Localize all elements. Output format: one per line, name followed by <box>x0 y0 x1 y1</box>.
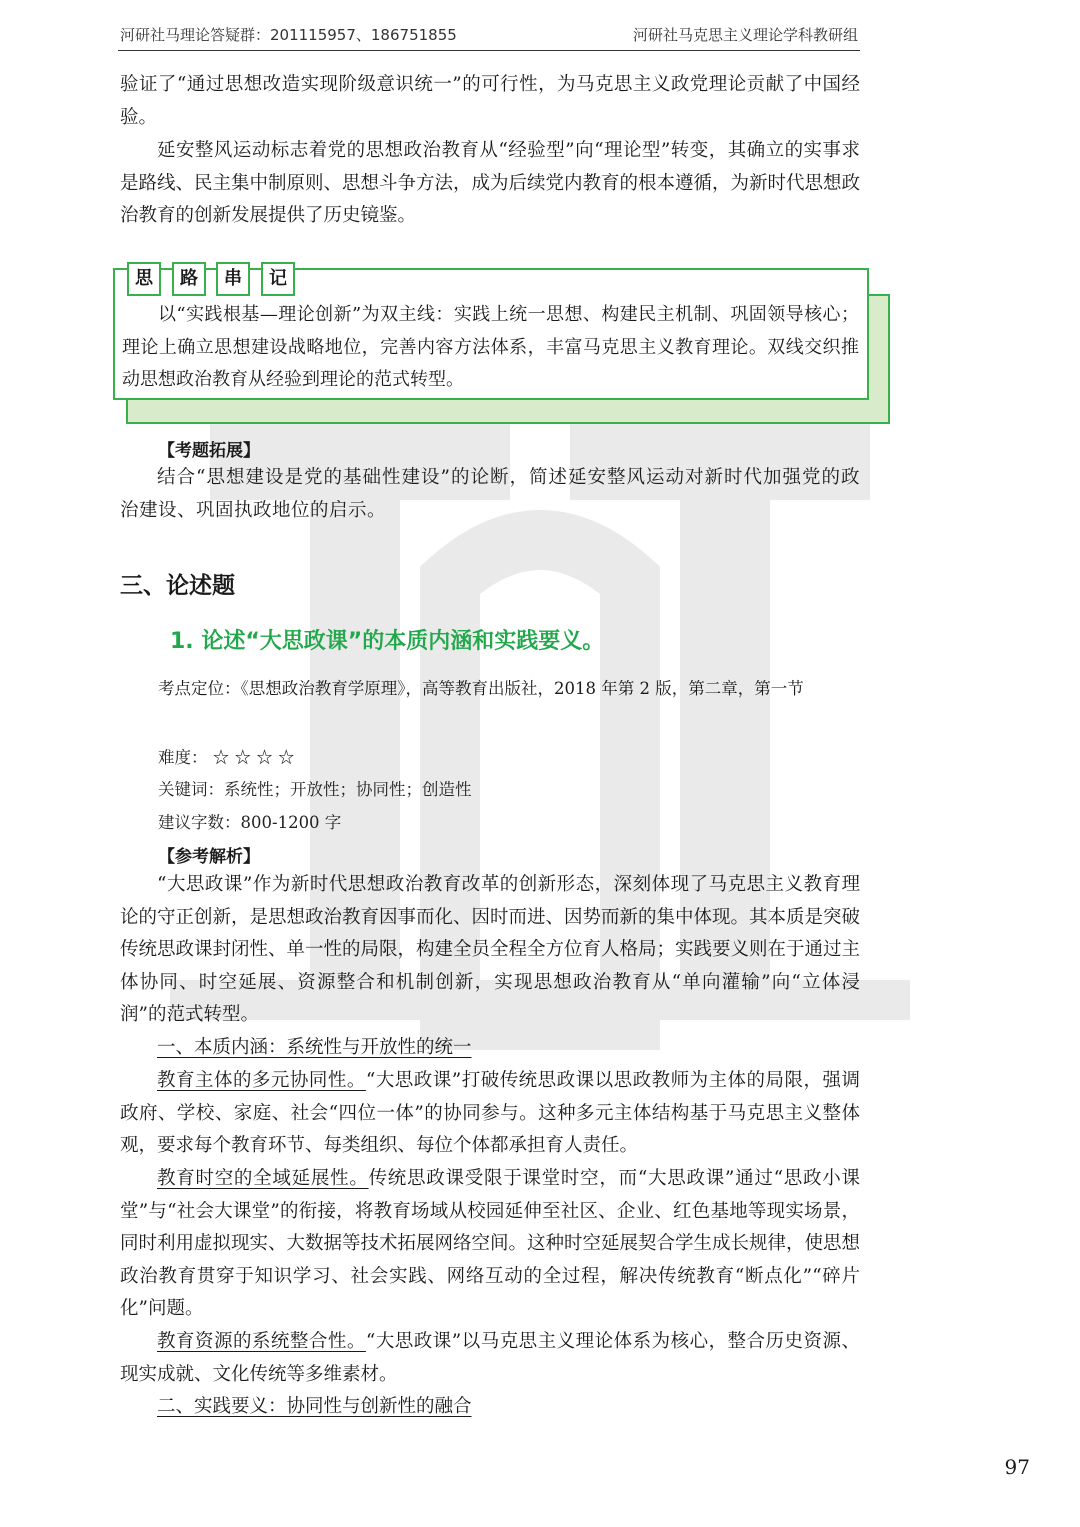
difficulty-label: 难度： <box>158 748 208 767</box>
summary-tag-4: 记 <box>261 262 295 296</box>
item-spacetime-title: 教育时空的全域延展性。 <box>157 1168 369 1189</box>
extension-text: 结合“思想建设是党的基础性建设”的论断，简述延安整风运动对新时代加强党的政治建设、巩固执政地位的启示。 <box>120 467 860 521</box>
difficulty-row <box>158 744 295 768</box>
heading-essence-text: 一、本质内涵：系统性与开放性的统一 <box>157 1037 472 1058</box>
intro-paragraph-1: 验证了“通过思想改造实现阶级意识统一”的可行性，为马克思主义政党理论贡献了中国经验。 <box>120 74 860 128</box>
header-divider <box>118 50 860 51</box>
item-resource-text: “大思政课”以马克思主义理论体系为核心，整合历史资源、现实成就、文化传统等多维素材。 <box>120 1331 860 1385</box>
header-right-text: 河研社马克思主义理论学科教研组 <box>632 26 858 44</box>
item-resource-paragraph <box>120 1326 860 1391</box>
item-resource-title: 教育资源的系统整合性。 <box>157 1331 366 1352</box>
keywords: 关键词：系统性；开放性；协同性；创造性 <box>158 780 472 799</box>
summary-tag-3: 串 <box>216 262 250 296</box>
extension-label: 【考题拓展】 <box>158 441 260 461</box>
item-spacetime-paragraph <box>120 1163 860 1326</box>
analysis-intro: “大思政课”作为新时代思想政治教育改革的创新形态，深刻体现了马克思主义教育理论的守正创新，是思想政治教育因事而化、因时而进、因势而新的集中体现。其本质是突破传统思政课封闭性、单一性的局限，构建全员全程全方位育人格局；实践要义则在于通过主体协同、时空延展、资源整合和机制创新，实现思想政治教育从“单向灌输”向“立体浸润”的范式转型。 <box>120 874 861 1025</box>
item-subject-text: “大思政课”打破传统思政课以思政教师为主体的局限，强调政府、学校、家庭、社会“四位一体”的协同参与。这种多元主体结构基于马克思主义整体观，要求每个教育环节、每类组织、每位个体都承担育人责任。 <box>120 1070 860 1156</box>
summary-tag-2: 路 <box>172 262 206 296</box>
question-title: 1. 论述“大思政课”的本质内涵和实践要义。 <box>170 629 605 654</box>
item-subject-paragraph <box>120 1065 860 1163</box>
heading-practice <box>120 1391 860 1424</box>
heading-essence <box>120 1032 860 1065</box>
page-number: 97 <box>1004 1455 1030 1479</box>
word-count: 建议字数：800-1200 字 <box>158 813 342 832</box>
intro-paragraph-2: 延安整风运动标志着党的思想政治教育从“经验型”向“理论型”转变，其确立的实事求是路线、民主集中制原则、思想斗争方法，成为后续党内教育的根本遵循，为新时代思想政治教育的创新发展提供了历史镜鉴。 <box>120 140 861 226</box>
item-spacetime-text: 传统思政课受限于课堂时空，而“大思政课”通过“思政小课堂”与“社会大课堂”的衔接，将教育场域从校园延伸至社区、企业、红色基地等现实场景，同时利用虚拟现实、大数据等技术拓展网络空间。这种时空延展契合学生成长规律，使思想政治教育贯穿于知识学习、社会实践、网络互动的全过程，解决传统教育“断点化”“碎片化”问题。 <box>120 1168 861 1319</box>
summary-tag-1: 思 <box>127 262 161 296</box>
heading-practice-text: 二、实践要义：协同性与创新性的融合 <box>157 1396 472 1417</box>
difficulty-stars: ☆ ☆ ☆ ☆ <box>212 748 295 767</box>
analysis-label: 【参考解析】 <box>158 847 260 867</box>
question-source: 考点定位：《思想政治教育学原理》，高等教育出版社，2018 年第 2 版，第二章，第一节 <box>158 679 804 698</box>
item-subject-title: 教育主体的多元协同性。 <box>157 1070 366 1091</box>
summary-text: 以“实践根基—理论创新”为双主线：实践上统一思想、构建民主机制、巩固领导核心；理论上确立思想建设战略地位，完善内容方法体系，丰富马克思主义教育理论。双线交织推动思想政治教育从经验到理论的范式转型。 <box>122 304 859 390</box>
section-title: 三、论述题 <box>120 573 235 599</box>
header-left-text: 河研社马理论答疑群：201115957、186751855 <box>120 26 457 44</box>
